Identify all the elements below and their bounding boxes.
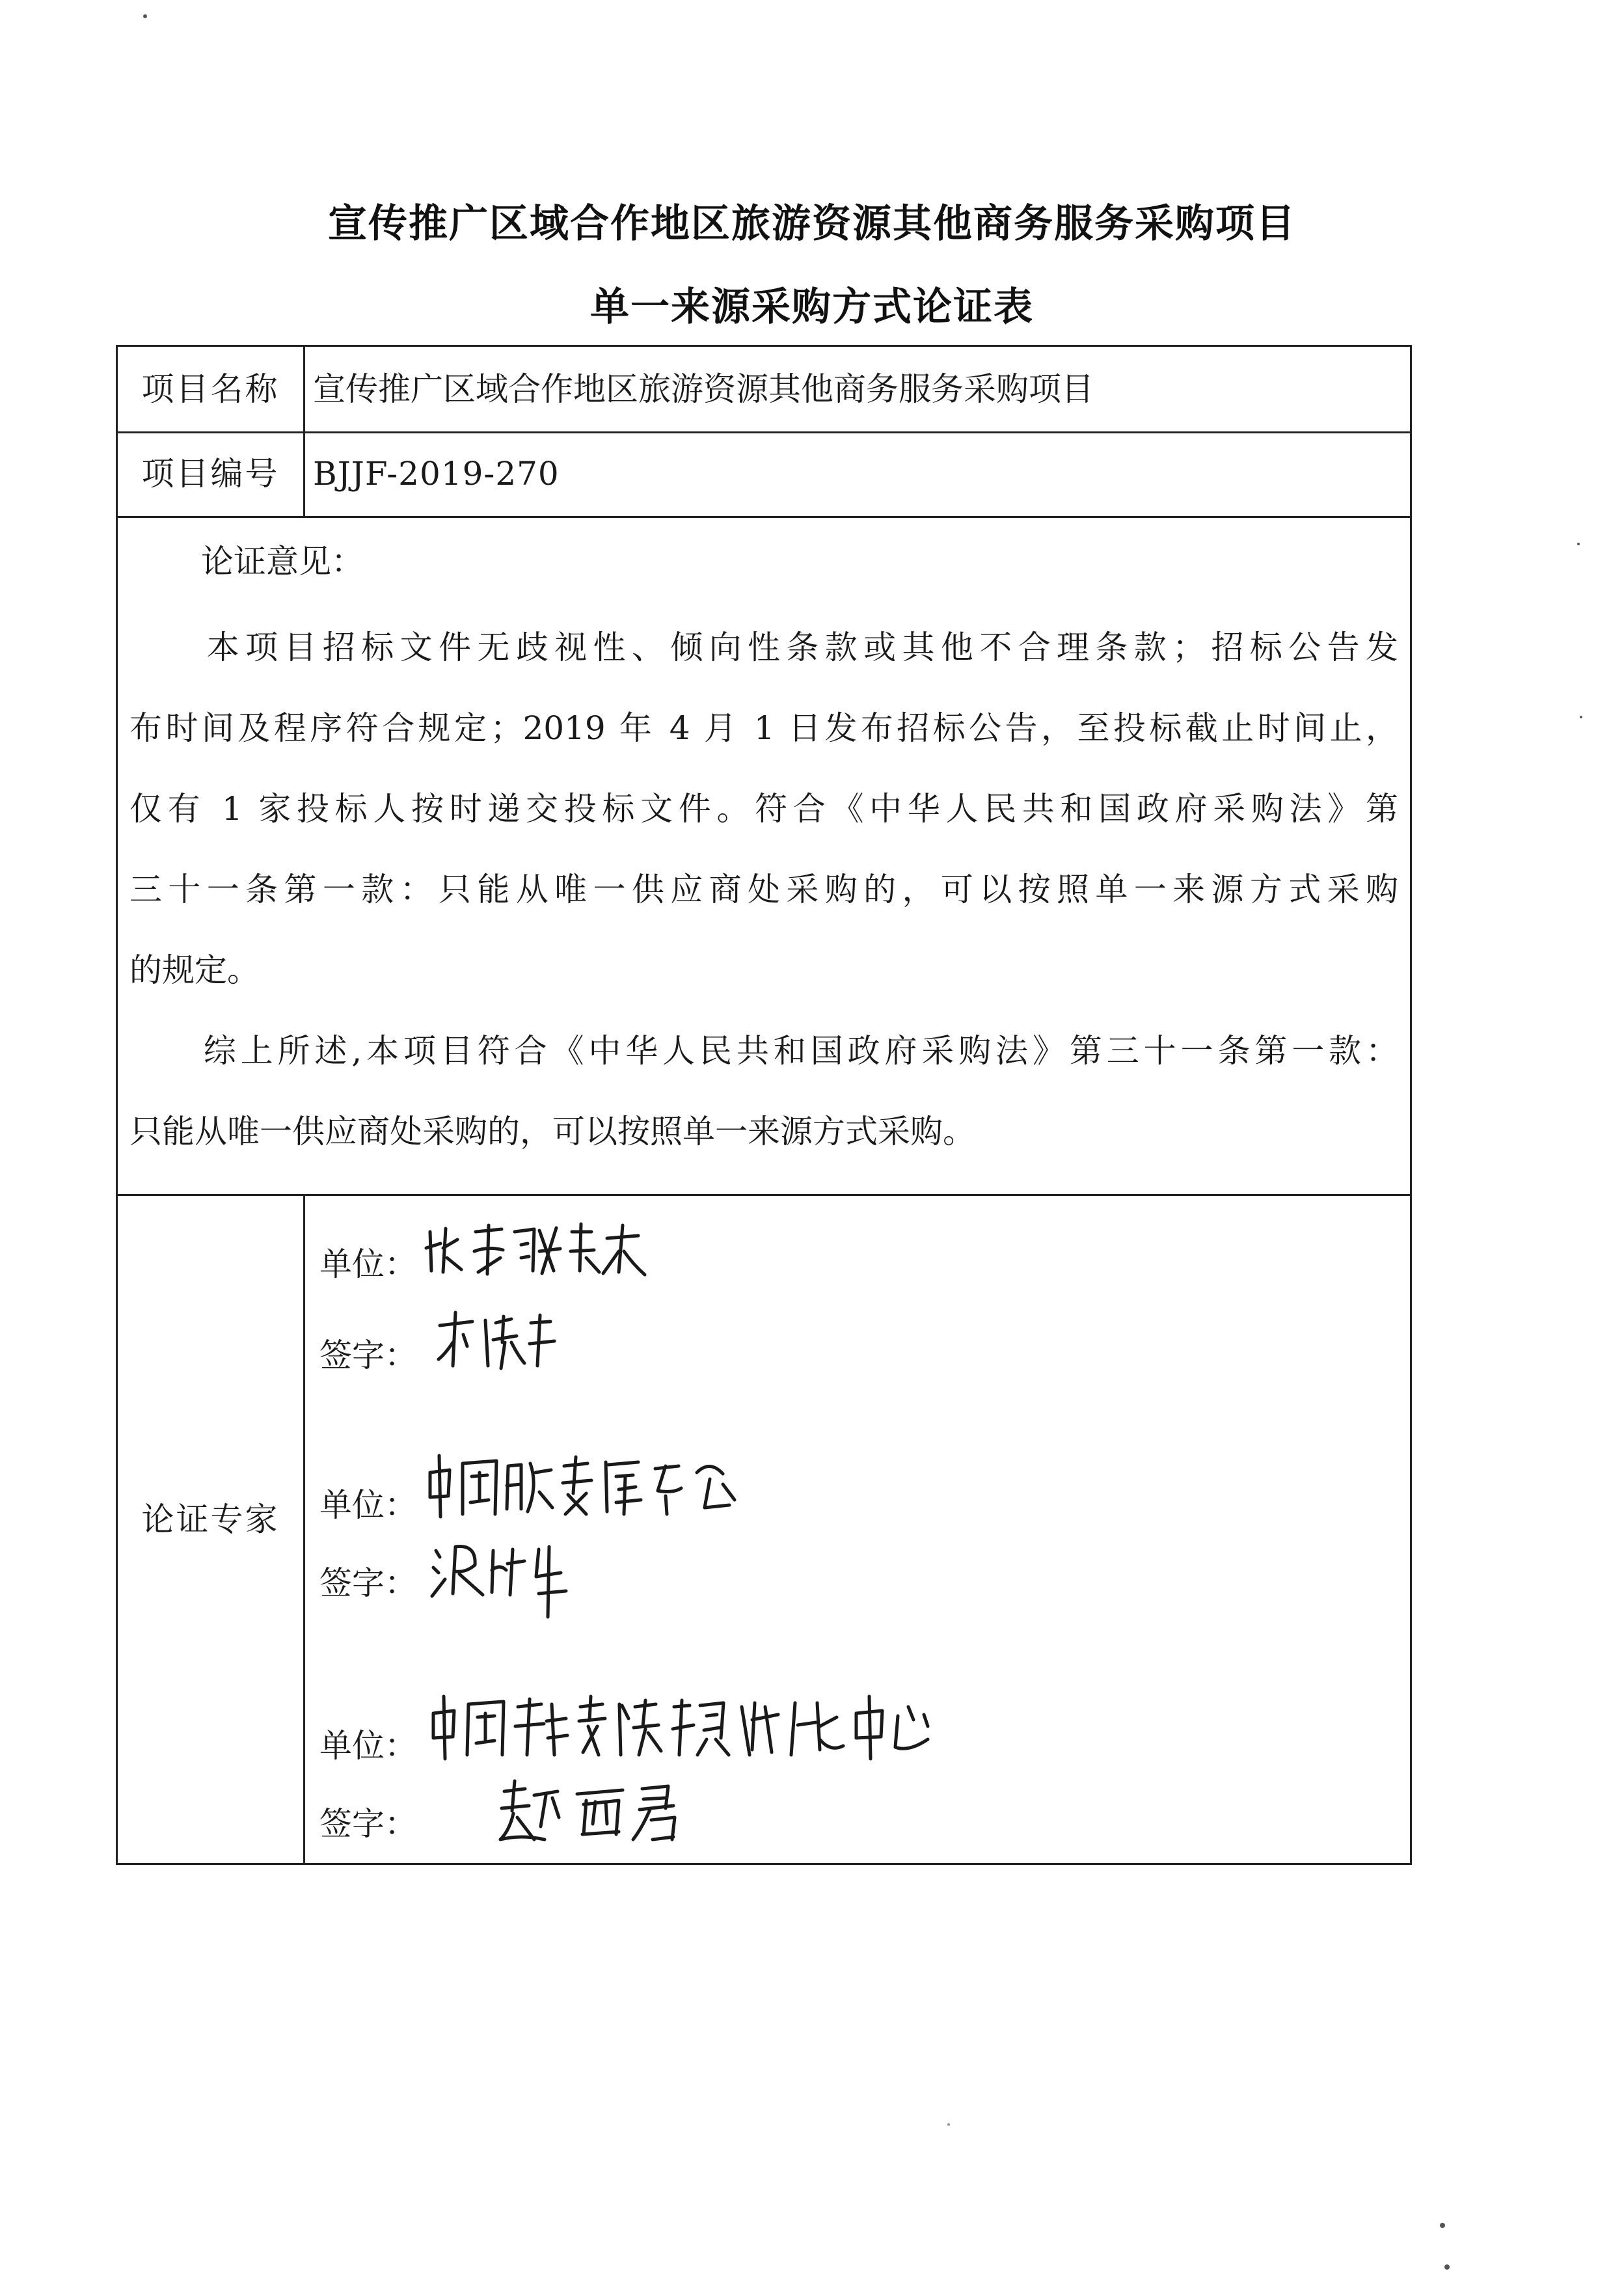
opinion-heading: 论证意见： bbox=[201, 543, 364, 580]
paragraph-line: 布时间及程序符合规定；2019 年 4 月 1 日发布招标公告，至投标截止时间止， bbox=[129, 709, 1398, 747]
sign-label: 签字： bbox=[319, 1337, 417, 1374]
expert-unit-row bbox=[319, 1720, 417, 1767]
handwritten-unit bbox=[427, 1687, 934, 1765]
argument-form-table bbox=[116, 345, 1412, 1865]
document-title: 宣传推广区域合作地区旅游资源其他商务服务采购项目 bbox=[328, 201, 1296, 247]
document-subtitle: 单一来源采购方式论证表 bbox=[590, 284, 1034, 330]
scan-speck bbox=[143, 14, 147, 18]
handwritten-unit bbox=[424, 1212, 658, 1284]
paragraph-line: 的规定。 bbox=[129, 951, 260, 989]
row-divider bbox=[118, 431, 1410, 433]
paragraph-line: 三十一条第一款：只能从唯一供应商处采购的，可以按照单一来源方式采购 bbox=[129, 871, 1398, 908]
expert-sign-row bbox=[319, 1798, 417, 1845]
sign-label: 签字： bbox=[319, 1805, 417, 1843]
paragraph-line: 综上所述,本项目符合《中华人民共和国政府采购法》第三十一条第一款： bbox=[129, 1032, 1398, 1070]
handwritten-signature bbox=[427, 1531, 596, 1622]
scan-speck bbox=[1577, 543, 1580, 545]
unit-label: 单位： bbox=[319, 1727, 417, 1765]
project-number-label: 项目编号 bbox=[141, 455, 280, 493]
project-number-value: BJJF-2019-270 bbox=[313, 455, 560, 493]
unit-label: 单位： bbox=[319, 1486, 417, 1524]
handwritten-signature bbox=[433, 1303, 563, 1375]
experts-label: 论证专家 bbox=[141, 1501, 280, 1538]
sign-label: 签字： bbox=[319, 1564, 417, 1602]
expert-unit-row bbox=[319, 1238, 417, 1285]
scan-speck bbox=[1444, 2264, 1450, 2270]
project-name-label: 项目名称 bbox=[141, 370, 280, 408]
column-divider bbox=[303, 1194, 305, 1864]
opinion-section bbox=[118, 529, 1410, 1199]
opinion-paragraph-1 bbox=[129, 607, 1398, 1011]
row-divider bbox=[118, 516, 1410, 518]
unit-label: 单位： bbox=[319, 1245, 417, 1283]
expert-sign-row bbox=[319, 1329, 417, 1376]
scan-speck bbox=[1440, 2223, 1445, 2228]
paragraph-line: 本项目招标文件无歧视性、倾向性条款或其他不合理条款；招标公告发 bbox=[129, 629, 1398, 666]
paragraph-line: 只能从唯一供应商处采购的，可以按照单一来源方式采购。 bbox=[129, 1113, 975, 1150]
opinion-paragraph-2 bbox=[129, 1011, 1398, 1172]
expert-sign-row bbox=[319, 1557, 417, 1604]
scan-speck bbox=[1580, 716, 1582, 718]
scan-speck bbox=[947, 2123, 950, 2126]
column-divider bbox=[303, 347, 305, 516]
expert-unit-row bbox=[319, 1479, 417, 1526]
paragraph-line: 仅有 1 家投标人按时递交投标文件。符合《中华人民共和国政府采购法》第 bbox=[129, 790, 1398, 828]
project-name-value: 宣传推广区域合作地区旅游资源其他商务服务采购项目 bbox=[313, 370, 1094, 408]
handwritten-signature bbox=[495, 1772, 716, 1850]
handwritten-unit bbox=[424, 1447, 762, 1525]
